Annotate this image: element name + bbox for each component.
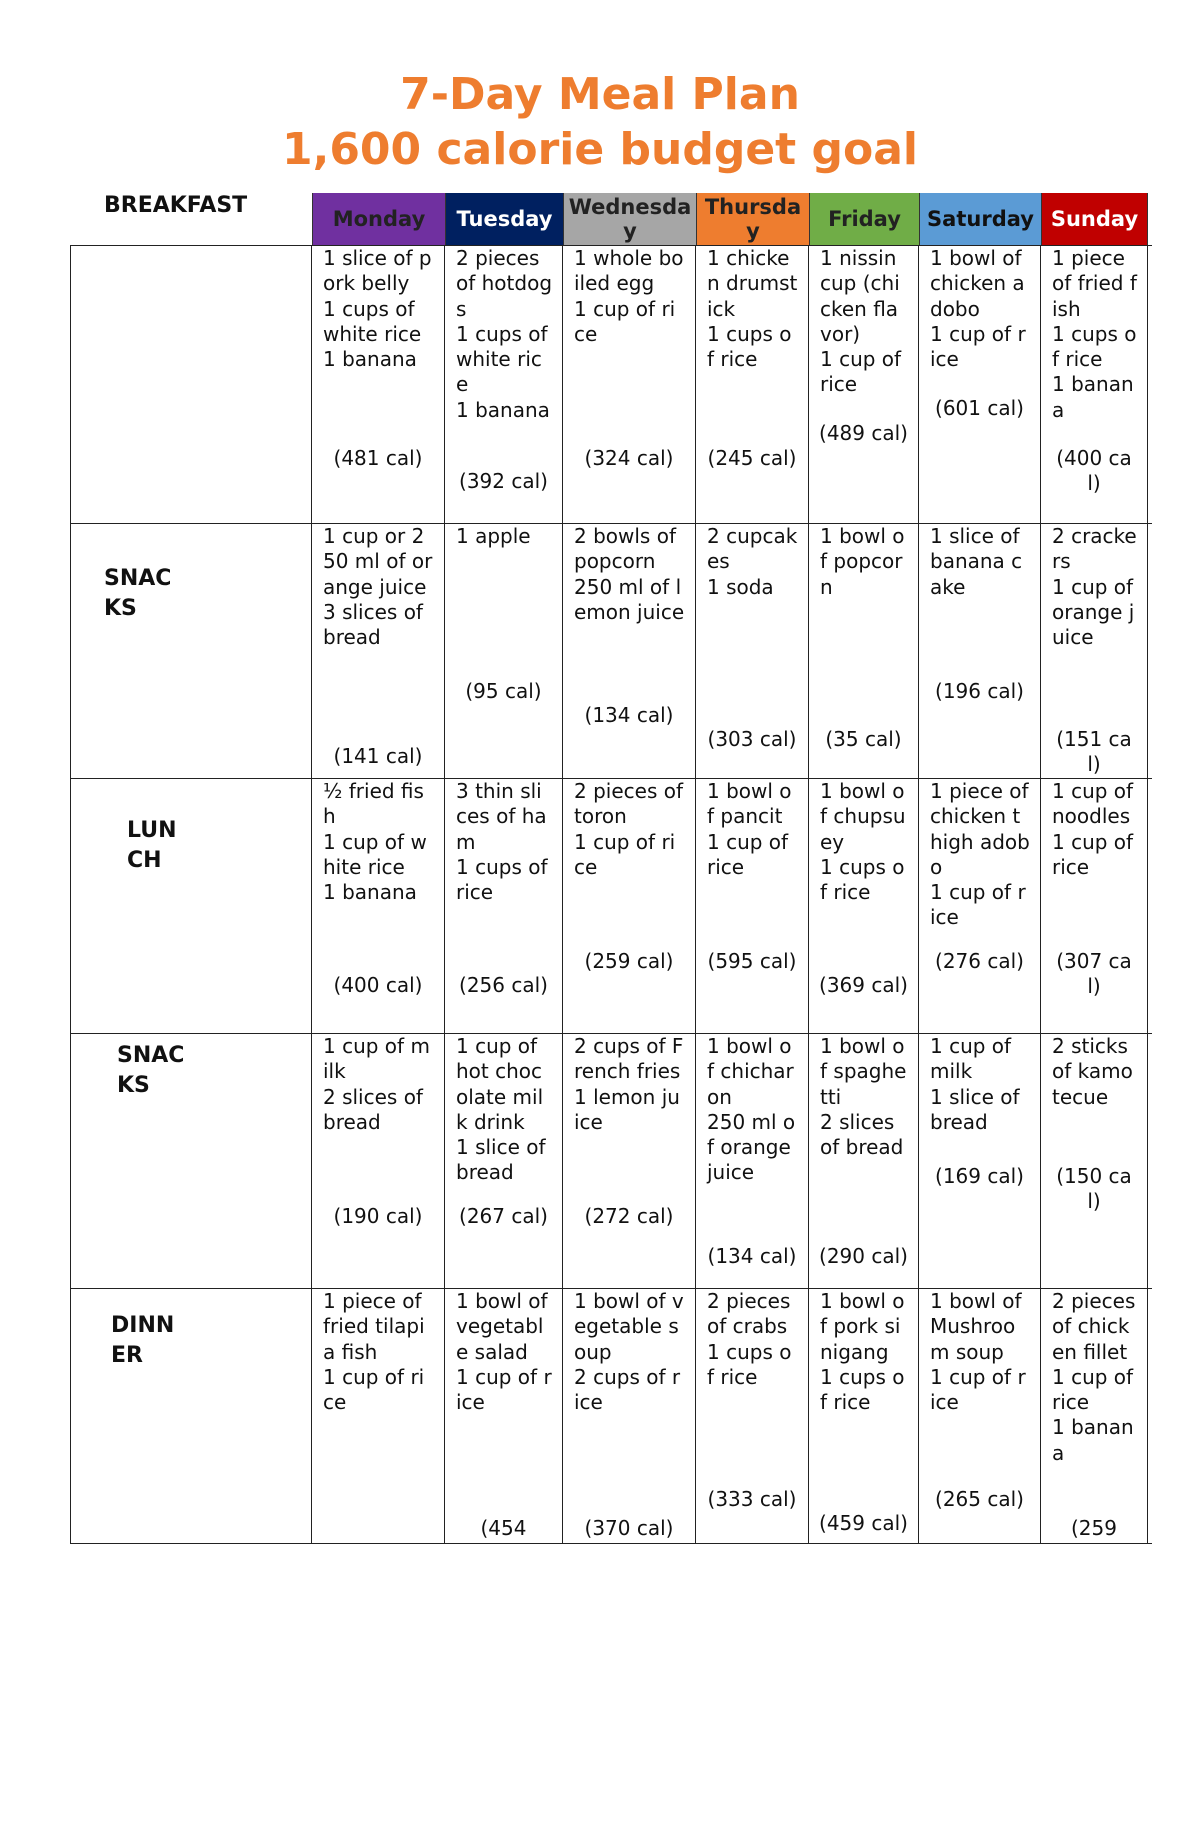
meal-cell — [809, 1034, 919, 1288]
meal-cell — [563, 1034, 696, 1288]
calorie-count: (272 cal) — [584, 1204, 674, 1228]
day-header-thursday: Thursday — [696, 193, 809, 245]
calorie-count: (267 cal) — [459, 1204, 548, 1228]
meal-items: 1 cup of hot chocolate milk drink 1 slice of bread — [456, 1034, 546, 1185]
meal-cell — [919, 779, 1041, 1033]
meal-items: 1 cup of noodles 1 cup of rice — [1052, 779, 1134, 879]
meal-items: 1 apple — [456, 524, 531, 548]
meal-items: 1 bowl of vegetable soup 2 cups of rice — [574, 1289, 684, 1415]
calorie-count: (151 cal) — [1056, 727, 1132, 777]
calorie-count: (489 cal) — [819, 421, 908, 445]
calorie-count: (481 cal) — [333, 446, 423, 470]
meal-cell — [809, 524, 919, 778]
meal-items: 1 bowl of chicharon 250 ml of orange juice — [707, 1034, 796, 1185]
meal-items: 2 pieces of chicken fillet 1 cup of rice 1 banana — [1052, 1289, 1136, 1465]
meal-cell — [445, 246, 563, 523]
meal-items: 2 sticks of kamotecue — [1052, 1034, 1133, 1109]
meal-cell — [1041, 246, 1148, 523]
calorie-count: (256 cal) — [459, 973, 548, 997]
calorie-count: (196 cal) — [935, 679, 1024, 703]
calorie-count: (307 cal) — [1056, 949, 1132, 999]
meal-items: 2 cupcakes 1 soda — [707, 524, 798, 599]
meal-items: 1 bowl of popcorn — [820, 524, 905, 599]
meal-items: 2 pieces of crabs 1 cups of rice — [707, 1289, 792, 1389]
meal-cell — [696, 524, 809, 778]
calorie-count: (35 cal) — [825, 727, 902, 751]
meal-cell — [445, 1034, 563, 1288]
meal-items: 1 bowl of chupsuey 1 cups of rice — [820, 779, 906, 905]
meal-items: 2 bowls of popcorn 250 ml of lemon juice — [574, 524, 685, 624]
calorie-count: (392 cal) — [459, 469, 548, 493]
calorie-count: (276 cal) — [935, 949, 1024, 973]
meal-label: SNACKS — [104, 566, 172, 621]
calorie-count: (459 cal) — [819, 1511, 908, 1535]
meal-cell — [312, 524, 445, 778]
meal-cell — [563, 524, 696, 778]
calorie-count: (259 cal) — [584, 949, 674, 973]
meal-label-cell — [70, 1034, 312, 1288]
meal-items: 1 slice of banana cake — [930, 524, 1023, 599]
calorie-count: (141 cal) — [333, 744, 423, 768]
page-subtitle: 1,600 calorie budget goal — [281, 124, 919, 175]
meal-items: 2 cups of French fries 1 lemon juice — [574, 1034, 684, 1134]
meal-cell — [563, 779, 696, 1033]
meal-items: 1 nissin cup (chicken flavor) 1 cup of rice — [820, 246, 902, 397]
meal-cell — [809, 1289, 919, 1543]
meal-cell — [445, 524, 563, 778]
meal-label-cell — [70, 193, 312, 523]
calorie-count: (601 cal) — [935, 396, 1024, 420]
meal-cell — [312, 1034, 445, 1288]
meal-cell — [312, 1289, 445, 1543]
meal-items: 1 bowl of vegetable salad 1 cup of rice — [456, 1289, 552, 1415]
meal-label-cell — [70, 1289, 312, 1543]
meal-cell — [445, 779, 563, 1033]
meal-label-cell — [70, 524, 312, 778]
meal-items: 1 cup of milk 1 slice of bread — [930, 1034, 1020, 1134]
calorie-count: (370 cal) — [584, 1516, 674, 1540]
meal-cell — [1041, 779, 1148, 1033]
meal-items: 3 thin slices of ham 1 cups of rice — [456, 779, 548, 905]
meal-row-lunch — [70, 778, 1152, 1033]
meal-label: BREAKFAST — [104, 193, 248, 218]
day-header-friday: Friday — [809, 193, 919, 245]
meal-cell — [1041, 1289, 1148, 1543]
meal-cell — [919, 1034, 1041, 1288]
calorie-count: (134 cal) — [707, 1244, 797, 1268]
meal-label: SNACKS — [117, 1043, 185, 1098]
meal-items: 2 pieces of hotdogs 1 cups of white rice 1 banana — [456, 246, 553, 422]
meal-items: ½ fried fish 1 cup of white rice 1 banana — [323, 779, 427, 905]
calorie-count: (169 cal) — [935, 1164, 1024, 1188]
day-header-sunday: Sunday — [1041, 193, 1148, 245]
meal-cell — [809, 246, 919, 523]
day-header-monday: Monday — [312, 193, 445, 245]
meal-label: DINNER — [111, 1313, 175, 1368]
meal-row-snacks — [70, 523, 1152, 778]
calorie-count: (324 cal) — [584, 446, 674, 470]
meal-items: 1 cup or 250 ml of orange juice 3 slices of bread — [323, 524, 433, 650]
calorie-count: (333 cal) — [707, 1487, 797, 1511]
meal-items: 1 bowl of chicken adobo 1 cup of rice — [930, 246, 1026, 372]
meal-items: 1 piece of fried fish 1 cups of rice 1 banana — [1052, 246, 1137, 422]
calorie-count: (290 cal) — [819, 1244, 908, 1268]
meal-items: 2 crackers 1 cup of orange juice — [1052, 524, 1137, 650]
calorie-count: (303 cal) — [707, 727, 797, 751]
meal-cell — [696, 1034, 809, 1288]
meal-cell — [919, 524, 1041, 778]
meal-cell — [563, 1289, 696, 1543]
meal-items: 1 chicken drumstick 1 cups of rice — [707, 246, 798, 372]
meal-cell — [919, 246, 1041, 523]
meal-label-cell — [70, 779, 312, 1033]
day-header-tuesday: Tuesday — [445, 193, 563, 245]
meal-cell — [312, 246, 445, 523]
day-header-wednesday: Wednesday — [563, 193, 696, 245]
meal-items: 1 whole boiled egg 1 cup of rice — [574, 246, 684, 346]
meal-cell — [696, 779, 809, 1033]
calorie-count: (259 — [1071, 1516, 1117, 1540]
meal-items: 1 piece of chicken thigh adobo 1 cup of rice — [930, 779, 1030, 930]
meal-items: 1 bowl of pancit 1 cup of rice — [707, 779, 792, 879]
calorie-count: (95 cal) — [465, 679, 542, 703]
calorie-count: (400 cal) — [333, 973, 423, 997]
calorie-count: (369 cal) — [819, 973, 908, 997]
day-header-saturday: Saturday — [919, 193, 1041, 245]
meal-row-dinner — [70, 1288, 1152, 1544]
calorie-count: (265 cal) — [935, 1487, 1024, 1511]
meal-items: 1 bowl of spaghetti 2 slices of bread — [820, 1034, 907, 1160]
meal-row-snacks — [70, 1033, 1152, 1288]
meal-items: 1 slice of pork belly 1 cups of white rice 1 banana — [323, 246, 432, 372]
meal-cell — [696, 246, 809, 523]
day-header-row — [312, 193, 1152, 245]
meal-items: 1 cup of milk 2 slices of bread — [323, 1034, 430, 1134]
meal-label: LUNCH — [127, 818, 177, 873]
meal-cell — [312, 779, 445, 1033]
meal-items: 2 pieces of toron 1 cup of rice — [574, 779, 683, 879]
calorie-count: (454 — [480, 1516, 527, 1540]
calorie-count: (134 cal) — [584, 703, 674, 727]
page-title: 7-Day Meal Plan — [400, 69, 800, 120]
meal-items: 1 bowl of Mushroom soup 1 cup of rice — [930, 1289, 1026, 1415]
calorie-count: (595 cal) — [707, 949, 797, 973]
meal-cell — [1041, 524, 1148, 778]
meal-cell — [445, 1289, 563, 1543]
meal-cell — [696, 1289, 809, 1543]
calorie-count: (190 cal) — [333, 1204, 423, 1228]
meal-cell — [563, 246, 696, 523]
meal-items: 1 piece of fried tilapia fish 1 cup of rice — [323, 1289, 425, 1415]
meal-cell — [809, 779, 919, 1033]
calorie-count: (150 cal) — [1056, 1164, 1132, 1214]
meal-cell — [1041, 1034, 1148, 1288]
calorie-count: (245 cal) — [707, 446, 797, 470]
meal-items: 1 bowl of pork sinigang 1 cups of rice — [820, 1289, 905, 1415]
meal-cell — [919, 1289, 1041, 1543]
calorie-count: (400 cal) — [1056, 446, 1132, 496]
